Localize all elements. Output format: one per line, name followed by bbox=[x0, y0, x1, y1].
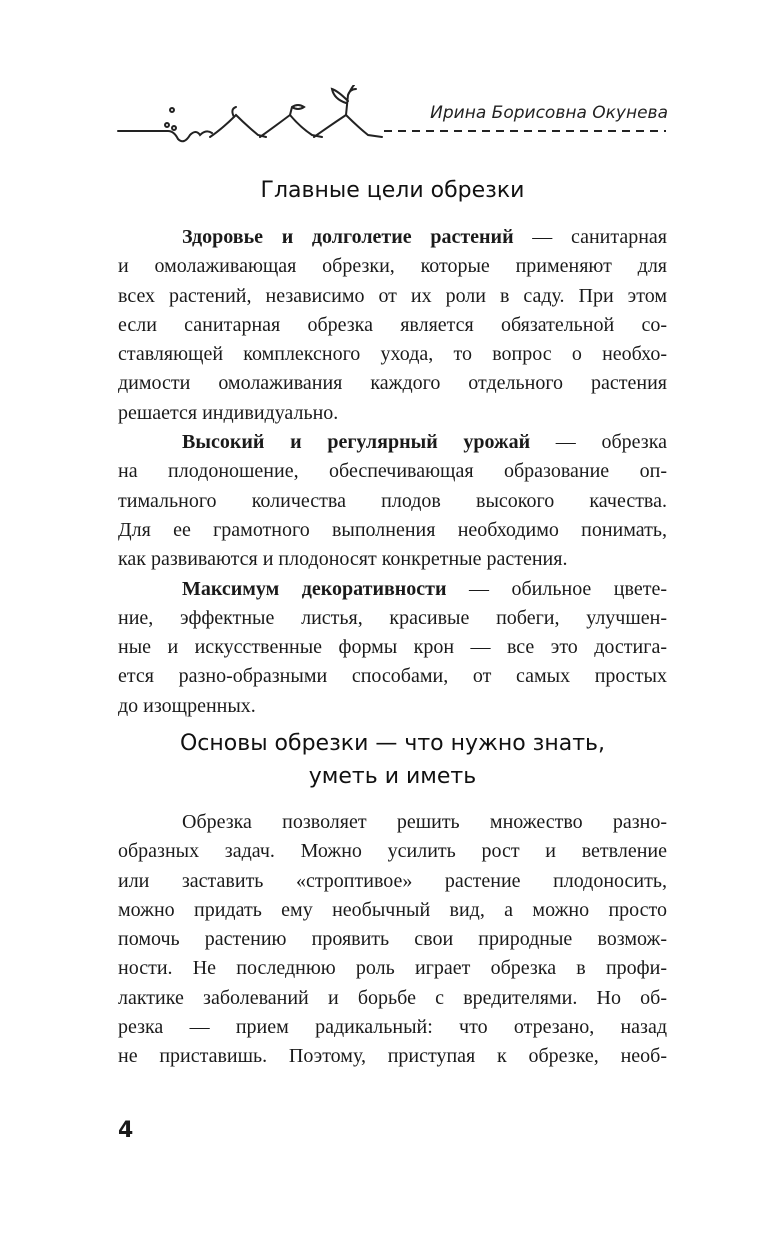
text-line: до изощренных. bbox=[118, 694, 256, 717]
running-header-author: Ирина Борисовна Окунева bbox=[430, 103, 668, 123]
text-line: Обрезка позволяет решить множество разно- bbox=[182, 811, 667, 833]
text-line: ние, эффектные листья, красивые побеги, улучшен- bbox=[118, 606, 667, 629]
text-line: всех растений, независимо от их роли в саду. При этом bbox=[118, 284, 667, 307]
page-number: 4 bbox=[118, 1118, 134, 1143]
text-line: Для ее грамотного выполнения необходимо понимать, bbox=[118, 518, 667, 541]
text-line: ется разно-образными способами, от самых простых bbox=[118, 665, 667, 688]
section-title-main-goals: Главные цели обрезки bbox=[260, 178, 525, 203]
section-title-basics-line2: уметь и иметь bbox=[308, 764, 477, 789]
text-line: тимального количества плодов высокого качества. bbox=[118, 489, 667, 512]
text-line: ные и искусственные формы крон — все это достига- bbox=[118, 636, 667, 659]
text-line: ставляющей комплексного ухода, то вопрос о необхо- bbox=[118, 343, 667, 366]
text-line: помочь растению проявить свои природные возмож- bbox=[118, 928, 667, 951]
text-line: димости омолаживания каждого отдельного растения bbox=[118, 372, 667, 395]
text-line: не приставишь. Поэтому, приступая к обрезке, необ- bbox=[118, 1045, 667, 1068]
paragraph-basics bbox=[118, 808, 667, 1072]
text-line: или заставить «строптивое» растение плодоносить, bbox=[118, 869, 667, 892]
text-line: лактике заболеваний и борьбе с вредителями. Но об- bbox=[118, 986, 667, 1009]
text-line: резка — прием радикальный: что отрезано, назад bbox=[118, 1016, 667, 1039]
paragraph-health bbox=[118, 223, 667, 721]
text-line: Здоровье и долголетие растений — санитарная bbox=[182, 226, 667, 248]
text-line: и омолаживающая обрезки, которые применяют для bbox=[118, 255, 667, 278]
text-line: на плодоношение, обеспечивающая образование оп- bbox=[118, 460, 667, 483]
text-line: решается индивидуально. bbox=[118, 401, 339, 424]
text-line: можно придать ему необычный вид, а можно просто bbox=[118, 898, 667, 921]
section-title-basics-line1: Основы обрезки — что нужно знать, bbox=[179, 731, 606, 756]
text-line: как развиваются и плодоносят конкретные растения. bbox=[118, 548, 568, 571]
text-line: если санитарная обрезка является обязательной со- bbox=[118, 313, 667, 336]
text-line: образных задач. Можно усилить рост и ветвление bbox=[118, 840, 667, 863]
text-line: Максимум декоративности — обильное цвете- bbox=[182, 577, 667, 600]
text-line: Высокий и регулярный урожай — обрезка bbox=[182, 431, 667, 454]
text-line: ности. Не последнюю роль играет обрезка в профи- bbox=[118, 957, 667, 980]
